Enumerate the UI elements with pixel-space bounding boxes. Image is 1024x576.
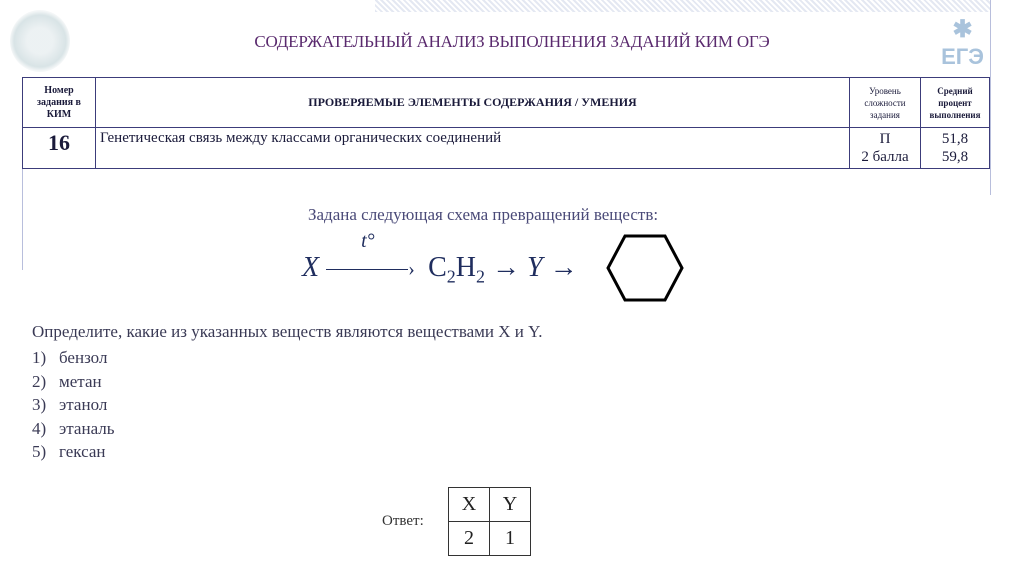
option-item: 4) этаналь <box>32 418 115 438</box>
answer-header-y: Y <box>490 488 531 522</box>
percent-1: 51,8 <box>941 131 969 147</box>
divider <box>22 168 23 270</box>
answer-value-y: 1 <box>490 522 531 556</box>
divider <box>990 0 991 195</box>
long-arrow <box>326 269 408 271</box>
kim-table <box>22 77 990 169</box>
header-elements: ПРОВЕРЯЕМЫЕ ЭЛЕМЕНТЫ СОДЕРЖАНИЯ / УМЕНИЯ <box>96 78 850 128</box>
header-percent: Средний процент выполнения <box>921 78 990 128</box>
page-title: СОДЕРЖАТЕЛЬНЫЙ АНАЛИЗ ВЫПОЛНЕНИЯ ЗАДАНИЙ КИМ ОГЭ <box>254 32 770 51</box>
ege-logo-text: ЕГЭ <box>941 44 984 69</box>
reaction-scheme: X t° › $C_2H_2 \to Y$ → <box>302 230 578 287</box>
percent-2: 59,8 <box>941 149 969 165</box>
options-list <box>32 346 115 464</box>
decorative-pattern <box>375 0 990 12</box>
substance-x: X <box>302 252 320 283</box>
task-level: П <box>879 131 891 147</box>
option-item: 1) бензол <box>32 348 108 367</box>
answer-label: Ответ: <box>382 513 424 529</box>
answer-header-x: X <box>449 488 490 522</box>
ege-logo: ✱ ЕГЭ <box>941 16 984 69</box>
header-level: Уровень сложности задания <box>850 78 921 128</box>
option-item: 5) гексан <box>32 442 106 461</box>
task-element: Генетическая связь между классами органических соединений <box>96 128 850 169</box>
question: Определите, какие из указанных веществ являются веществами X и Y. <box>32 322 543 341</box>
arrow: → <box>492 252 521 283</box>
c2h2-formula: $C_2H_2$ <box>428 252 486 287</box>
scheme-intro: Задана следующая схема превращений веществ: <box>308 205 659 224</box>
substance-y: Y <box>527 252 543 283</box>
option-item: 2) метан <box>32 371 102 391</box>
answer-value-x: 2 <box>449 522 490 556</box>
benzene-ring-icon <box>605 233 685 303</box>
option-item: 3) этанол <box>32 395 108 414</box>
header-number: Номер задания в КИМ <box>23 78 96 128</box>
task-points: 2 балла <box>861 149 909 165</box>
condition-temperature: t° <box>361 230 375 252</box>
arrow: → <box>549 252 578 283</box>
task-number: 16 <box>23 128 96 169</box>
answer-table <box>448 487 531 556</box>
